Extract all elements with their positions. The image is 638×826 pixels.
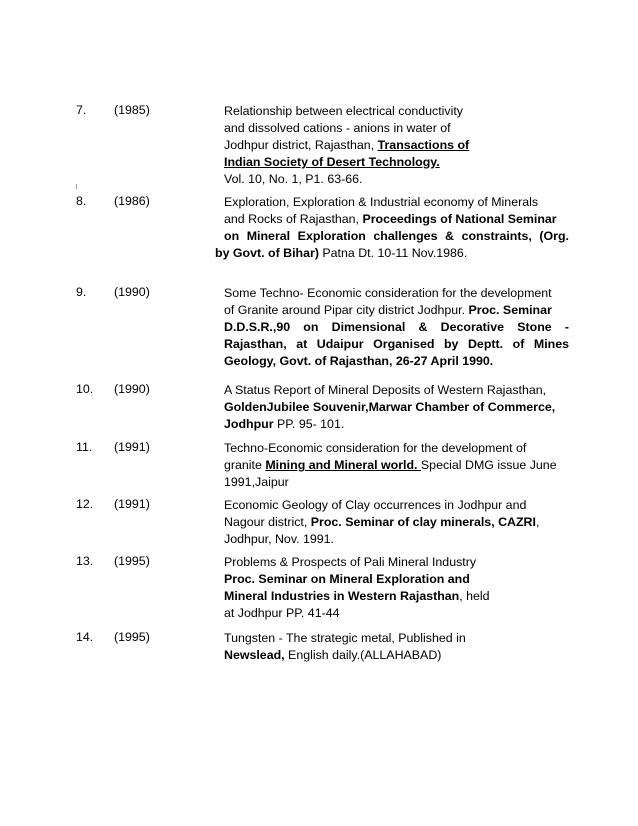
citation-text: , held (459, 589, 490, 603)
entry-citation (215, 194, 569, 262)
citation-line (224, 440, 569, 457)
citation-text: Relationship between electrical conductivity (224, 104, 463, 118)
citation-line (224, 514, 569, 531)
citation-line (224, 588, 569, 605)
citation-line (224, 336, 569, 353)
citation-line (224, 382, 569, 399)
entry-number: 9. (76, 285, 87, 299)
citation-text: Tungsten - The strategic metal, Published in (224, 631, 466, 645)
entry-year: (1991) (114, 497, 150, 511)
citation-line (224, 211, 569, 228)
citation-line (224, 228, 569, 245)
citation-text: Patna Dt. 10-11 Nov.1986. (318, 246, 468, 260)
entry-year: (1990) (114, 382, 150, 396)
citation-text: Mineral Industries in Western Rajasthan (224, 589, 460, 603)
entry-citation (224, 630, 569, 664)
citation-text: Some Techno- Economic consideration for the development (224, 286, 552, 300)
citation-text: Jodhpur (224, 417, 274, 431)
citation-line (224, 630, 569, 647)
entry-year: (1985) (114, 103, 150, 117)
citation-line (224, 647, 569, 664)
entry-number: 8. (76, 194, 87, 208)
citation-line (224, 103, 569, 120)
entry-number: 11. (76, 440, 93, 454)
citation-text: 1991,Jaipur (224, 475, 289, 489)
citation-text: Special DMG issue June (420, 458, 557, 472)
entry-year: (1995) (114, 554, 150, 568)
citation-line (224, 154, 569, 171)
citation-line (215, 245, 569, 262)
citation-line (224, 353, 569, 370)
entry-number: 12. (76, 497, 94, 511)
entry-number: 14. (76, 630, 94, 644)
citation-text: and Rocks of Rajasthan, (224, 212, 363, 226)
citation-text: Nagour district, (224, 515, 311, 529)
citation-text: Vol. 10, No. 1, P1. 63-66. (224, 172, 363, 186)
citation-text: Geology, Govt. of Rajasthan, 26-27 April 1990. (224, 354, 494, 368)
citation-text: Jodhpur district, Rajasthan, (224, 138, 378, 152)
citation-text: Proc. Seminar on Mineral Exploration and (224, 572, 470, 586)
citation-line (224, 571, 569, 588)
citation-line (224, 457, 569, 474)
citation-text: D.D.S.R.,90 on Dimensional & Decorative Stone - (224, 320, 569, 334)
entry-year: (1986) (114, 194, 150, 208)
entry-number: 10. (76, 382, 94, 396)
citation-text: Economic Geology of Clay occurrences in Jodhpur and (224, 498, 527, 512)
citation-text: Transactions of (377, 138, 470, 152)
citation-text: Proc. Seminar (468, 303, 552, 317)
citation-line (224, 194, 569, 211)
citation-line (224, 171, 569, 188)
citation-text: Newslead, (224, 648, 285, 662)
citation-line (224, 605, 569, 622)
citation-text: , (535, 515, 540, 529)
citation-line (224, 554, 569, 571)
citation-line (224, 302, 569, 319)
citation-text: Proceedings of National Seminar (362, 212, 557, 226)
entry-number: 13. (76, 554, 94, 568)
entry-year: (1991) (114, 440, 150, 454)
citation-line (224, 120, 569, 137)
citation-text: and dissolved cations - anions in water of (224, 121, 451, 135)
citation-line (224, 531, 569, 548)
citation-text: Jodhpur, Nov. 1991. (224, 532, 334, 546)
citation-text: Indian Society of Desert Technology. (224, 155, 440, 169)
citation-line (224, 137, 569, 154)
entry-citation (224, 103, 569, 188)
citation-text: by Govt. of Bihar) (215, 246, 319, 260)
citation-line (224, 319, 569, 336)
citation-line (224, 285, 569, 302)
citation-text: at Jodhpur PP. 41-44 (224, 606, 340, 620)
citation-line (224, 416, 569, 433)
citation-line (224, 474, 569, 491)
citation-text: GoldenJubilee Souvenir,Marwar Chamber of Commerce, (224, 400, 556, 414)
entry-citation (224, 497, 569, 548)
entry-citation (224, 382, 569, 433)
citation-text: A Status Report of Mineral Deposits of Western Rajasthan, (224, 383, 547, 397)
citation-text: English daily.(ALLAHABAD) (284, 648, 442, 662)
entry-year: (1990) (114, 285, 150, 299)
entry-citation (224, 285, 569, 370)
entry-year: (1995) (114, 630, 150, 644)
citation-text: Mining and Mineral world. (265, 458, 421, 472)
stray-mark: | (76, 184, 78, 190)
entry-citation (224, 554, 569, 622)
citation-text: PP. 95- 101. (273, 417, 345, 431)
entry-number: 7. (76, 103, 87, 117)
citation-text: Proc. Seminar of clay minerals, CAZRI (310, 515, 536, 529)
citation-text: Exploration, Exploration & Industrial economy of Minerals (224, 195, 539, 209)
citation-line (224, 497, 569, 514)
entry-citation (224, 440, 569, 491)
citation-line (224, 399, 569, 416)
citation-text: Problems & Prospects of Pali Mineral Industry (224, 555, 477, 569)
citation-text: on Mineral Exploration challenges & constraints, (Org. (224, 229, 569, 243)
citation-text: Techno-Economic consideration for the development of (224, 441, 527, 455)
citation-text: granite (224, 458, 266, 472)
citation-text: Rajasthan, at Udaipur Organised by Deptt. of Mines (224, 337, 569, 351)
citation-text: of Granite around Pipar city district Jodhpur. (224, 303, 469, 317)
